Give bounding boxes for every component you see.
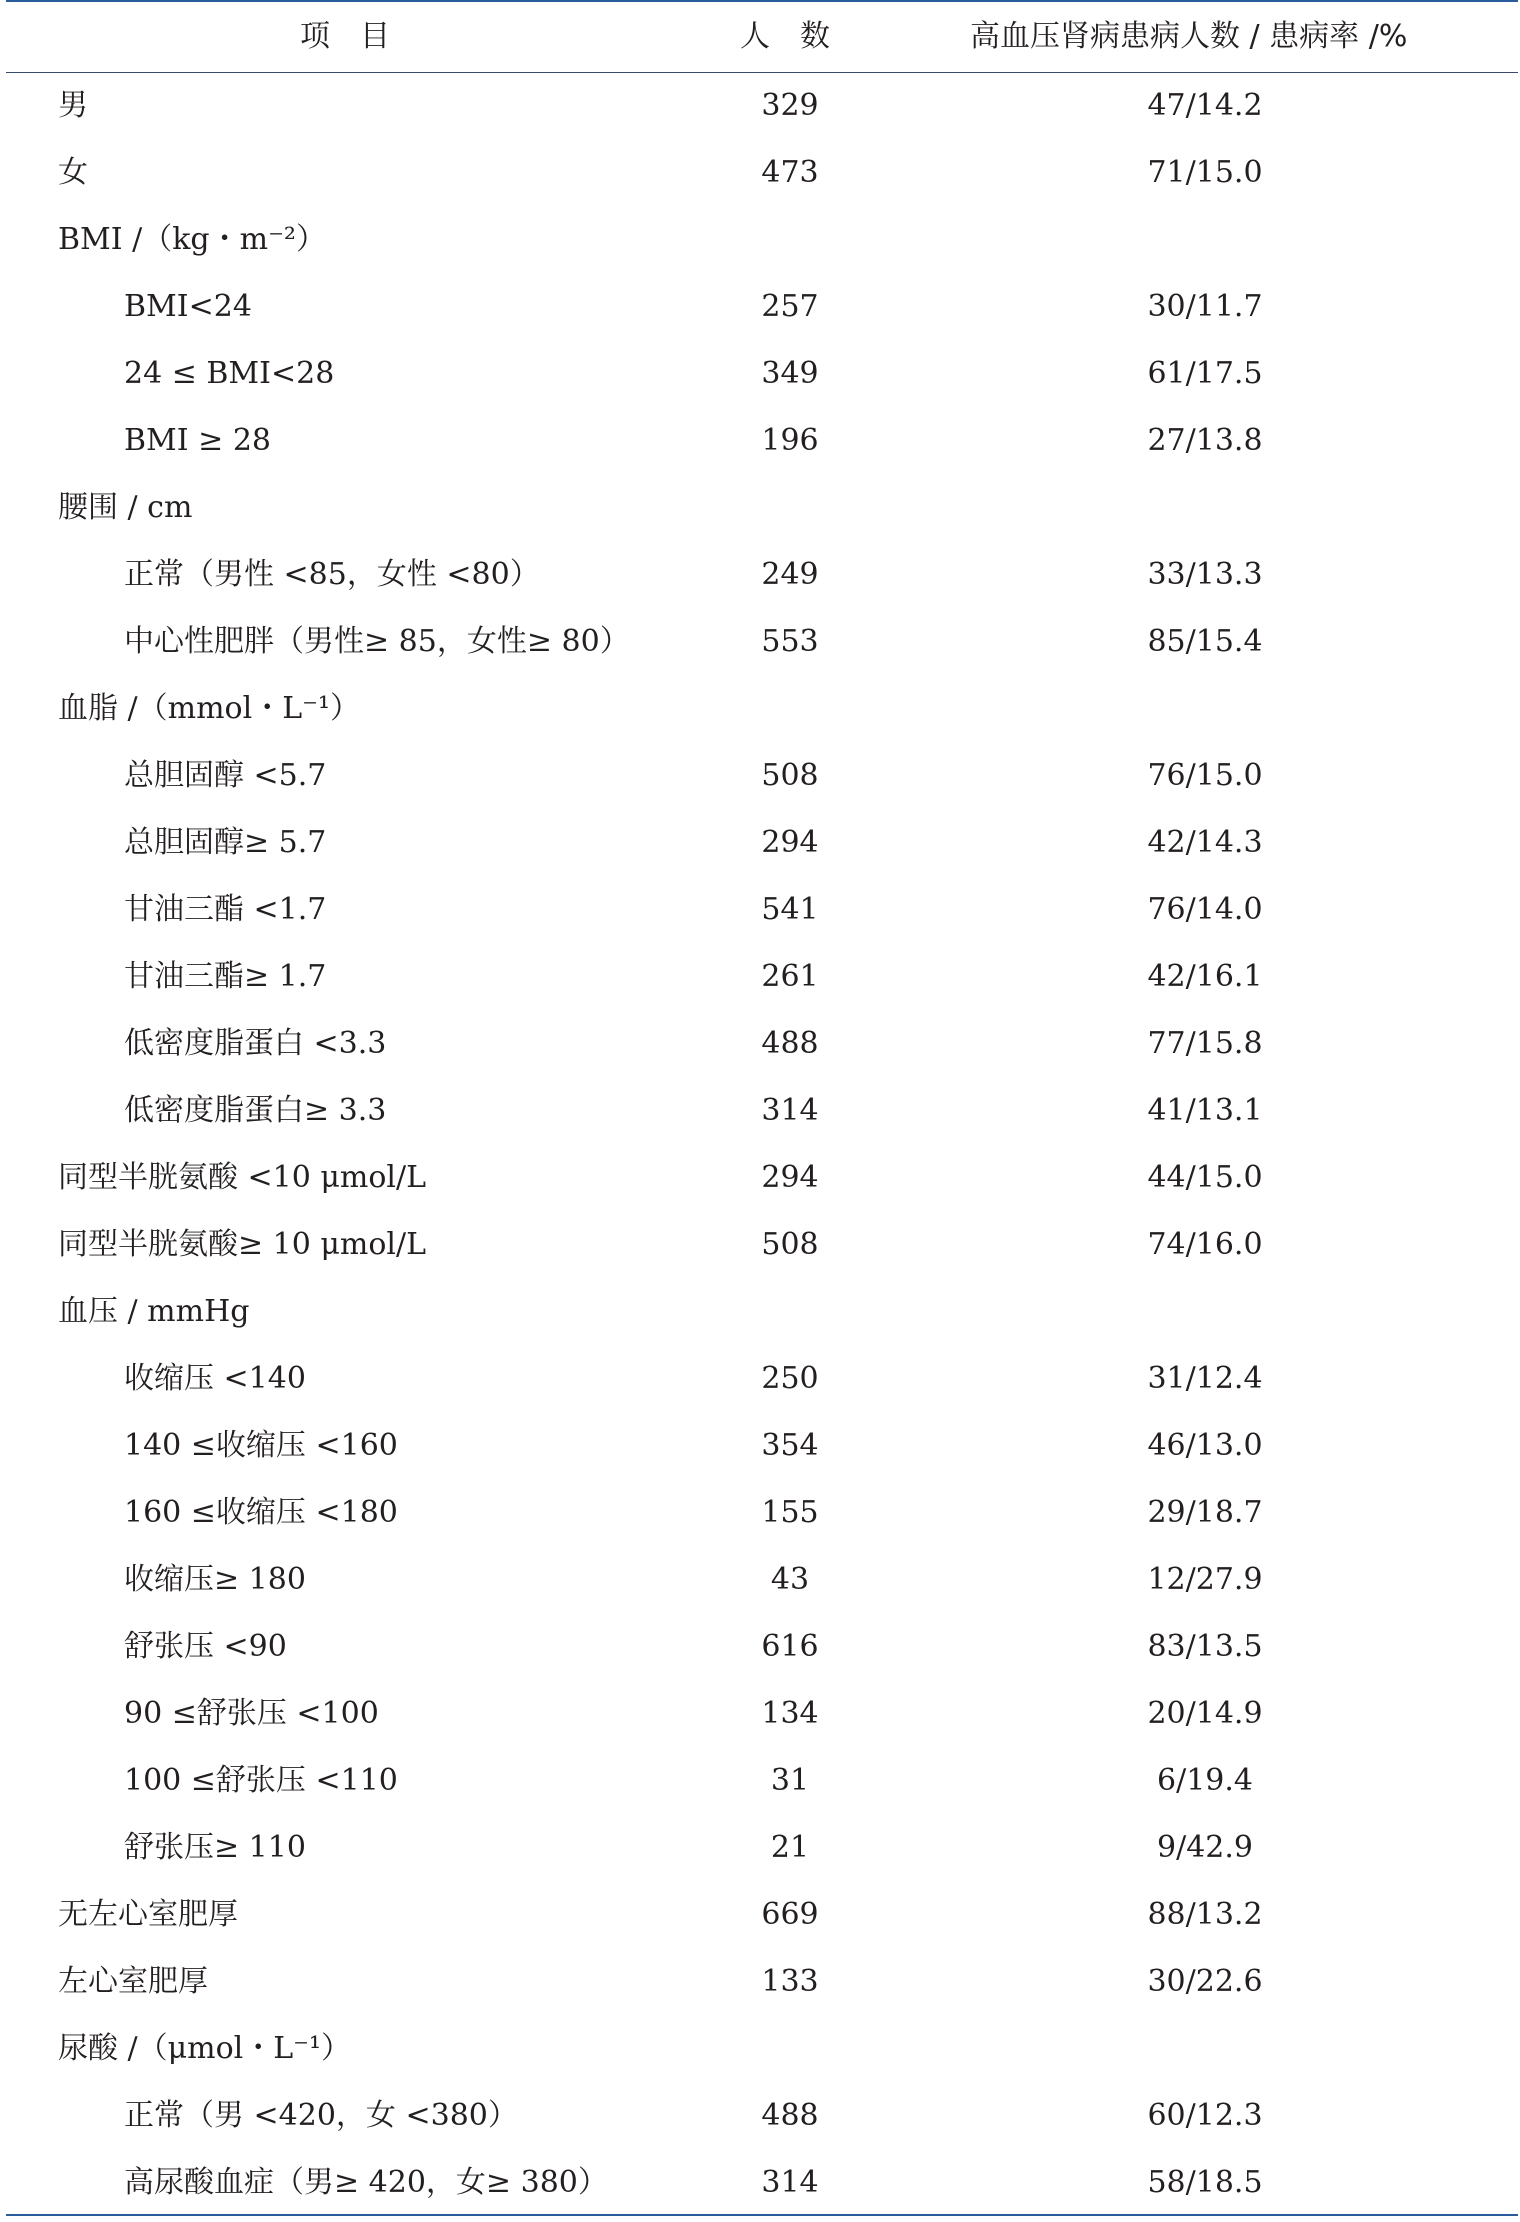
row-count: 349: [761, 356, 819, 391]
row-count: 250: [761, 1361, 819, 1396]
row-count: 196: [761, 423, 819, 458]
row-count: 314: [761, 2165, 819, 2200]
table-row: [0, 72, 1520, 139]
row-rate: 33/13.3: [1147, 557, 1263, 592]
row-count: 294: [761, 1160, 819, 1195]
row-label: 正常（男 <420，女 <380）: [124, 2098, 518, 2133]
row-count: 314: [761, 1093, 819, 1128]
row-rate: 42/16.1: [1147, 959, 1263, 994]
table-row: [0, 876, 1520, 943]
row-label: 总胆固醇 <5.7: [124, 758, 327, 793]
row-rate: 76/14.0: [1147, 892, 1263, 927]
table-row: [0, 1345, 1520, 1412]
row-label: 24 ≤ BMI<28: [124, 356, 335, 391]
row-count: [720, 675, 860, 742]
row-label: 收缩压≥ 180: [124, 1562, 306, 1597]
row-rate: 42/14.3: [1147, 825, 1263, 860]
row-label: 低密度脂蛋白 <3.3: [124, 1026, 387, 1061]
table-row: [0, 273, 1520, 340]
row-count: 294: [761, 825, 819, 860]
table-row: [0, 742, 1520, 809]
row-rate: 85/15.4: [1147, 624, 1263, 659]
table-top-rule: [6, 0, 1518, 2]
row-label: 甘油三酯≥ 1.7: [124, 959, 327, 994]
row-count: 31: [770, 1763, 810, 1798]
row-label: 高尿酸血症（男≥ 420，女≥ 380）: [124, 2165, 608, 2200]
row-rate: 12/27.9: [1147, 1562, 1263, 1597]
row-rate: 6/19.4: [1157, 1763, 1253, 1798]
row-label: 女: [58, 155, 88, 190]
row-rate: 30/11.7: [1147, 289, 1263, 324]
table-row: [0, 474, 1520, 541]
table-row: [0, 1881, 1520, 1948]
table-row: [0, 340, 1520, 407]
table-row: [0, 2082, 1520, 2149]
table-body: [0, 72, 1520, 2216]
row-count: 508: [761, 758, 819, 793]
row-count: 249: [761, 557, 819, 592]
table-row: [0, 1613, 1520, 1680]
row-label: 无左心室肥厚: [58, 1897, 238, 1932]
row-count: 21: [770, 1830, 810, 1865]
row-rate: [1090, 2015, 1320, 2082]
table-row: [0, 675, 1520, 742]
row-label: 血压 / mmHg: [58, 1294, 250, 1329]
row-count: 669: [761, 1897, 819, 1932]
table-row: [0, 139, 1520, 206]
table-row: [0, 1278, 1520, 1345]
header-count: 人数: [740, 19, 860, 54]
row-rate: 9/42.9: [1157, 1830, 1253, 1865]
table-bottom-rule: [6, 2214, 1518, 2216]
row-rate: 44/15.0: [1147, 1160, 1263, 1195]
row-label: 总胆固醇≥ 5.7: [124, 825, 327, 860]
row-rate: 58/18.5: [1147, 2165, 1263, 2200]
row-count: 133: [761, 1964, 819, 1999]
row-count: 541: [761, 892, 819, 927]
table-row: [0, 2149, 1520, 2216]
row-rate: 27/13.8: [1147, 423, 1263, 458]
row-label: 舒张压≥ 110: [124, 1830, 306, 1865]
table-row: [0, 943, 1520, 1010]
row-rate: 71/15.0: [1147, 155, 1263, 190]
table-row: [0, 1144, 1520, 1211]
header-rate: 高血压肾病患病人数 / 患病率 /%: [970, 19, 1408, 54]
row-rate: 76/15.0: [1147, 758, 1263, 793]
table-row: [0, 1680, 1520, 1747]
table-row: [0, 541, 1520, 608]
table-row: [0, 1747, 1520, 1814]
row-rate: [1090, 206, 1320, 273]
row-label: 100 ≤舒张压 <110: [124, 1763, 398, 1798]
row-rate: 77/15.8: [1147, 1026, 1263, 1061]
row-label: 甘油三酯 <1.7: [124, 892, 327, 927]
row-count: 134: [761, 1696, 819, 1731]
row-rate: 30/22.6: [1147, 1964, 1263, 1999]
row-label: 低密度脂蛋白≥ 3.3: [124, 1093, 387, 1128]
row-rate: [1090, 675, 1320, 742]
row-rate: 41/13.1: [1147, 1093, 1263, 1128]
row-count: 43: [770, 1562, 810, 1597]
row-rate: 20/14.9: [1147, 1696, 1263, 1731]
row-count: 553: [761, 624, 819, 659]
row-count: 155: [761, 1495, 819, 1530]
row-label: 腰围 / cm: [58, 490, 193, 525]
table-row: [0, 1412, 1520, 1479]
row-label: BMI ≥ 28: [124, 423, 271, 458]
table-row: [0, 407, 1520, 474]
table-row: [0, 1546, 1520, 1613]
row-count: 488: [761, 2098, 819, 2133]
row-count: 329: [761, 88, 819, 123]
row-label: 尿酸 /（μmol・L⁻¹）: [58, 2031, 352, 2066]
table-header: [0, 4, 1520, 70]
row-label: 同型半胱氨酸≥ 10 μmol/L: [58, 1227, 427, 1262]
row-label: 同型半胱氨酸 <10 μmol/L: [58, 1160, 427, 1195]
row-count: 616: [761, 1629, 819, 1664]
table-row: [0, 206, 1520, 273]
row-label: 左心室肥厚: [58, 1964, 208, 1999]
row-count: 488: [761, 1026, 819, 1061]
row-rate: [1090, 1278, 1320, 1345]
row-rate: [1090, 474, 1320, 541]
row-label: 90 ≤舒张压 <100: [124, 1696, 379, 1731]
row-label: 舒张压 <90: [124, 1629, 287, 1664]
row-label: 140 ≤收缩压 <160: [124, 1428, 398, 1463]
row-rate: 46/13.0: [1147, 1428, 1263, 1463]
row-label: BMI /（kg・m⁻²）: [58, 222, 326, 257]
table-row: [0, 1814, 1520, 1881]
row-label: 160 ≤收缩压 <180: [124, 1495, 398, 1530]
row-label: 血脂 /（mmol・L⁻¹）: [58, 691, 360, 726]
table-row: [0, 608, 1520, 675]
row-label: 男: [58, 88, 88, 123]
table-row: [0, 2015, 1520, 2082]
row-rate: 29/18.7: [1147, 1495, 1263, 1530]
row-count: [720, 1278, 860, 1345]
row-count: 473: [761, 155, 819, 190]
table-row: [0, 1211, 1520, 1278]
row-rate: 74/16.0: [1147, 1227, 1263, 1262]
table-row: [0, 1010, 1520, 1077]
row-count: 261: [761, 959, 819, 994]
table-row: [0, 1479, 1520, 1546]
table-row: [0, 1948, 1520, 2015]
row-label: BMI<24: [124, 289, 252, 324]
row-rate: 88/13.2: [1147, 1897, 1263, 1932]
row-rate: 47/14.2: [1147, 88, 1263, 123]
row-rate: 83/13.5: [1147, 1629, 1263, 1664]
row-rate: 61/17.5: [1147, 356, 1263, 391]
row-count: [720, 474, 860, 541]
row-count: [720, 206, 860, 273]
row-count: 354: [761, 1428, 819, 1463]
header-item: 项目: [300, 19, 420, 54]
row-label: 中心性肥胖（男性≥ 85，女性≥ 80）: [124, 624, 630, 659]
row-rate: 31/12.4: [1147, 1361, 1263, 1396]
table-row: [0, 1077, 1520, 1144]
table-row: [0, 809, 1520, 876]
row-label: 收缩压 <140: [124, 1361, 306, 1396]
row-count: 257: [761, 289, 819, 324]
row-count: [720, 2015, 860, 2082]
row-label: 正常（男性 <85，女性 <80）: [124, 557, 540, 592]
row-count: 508: [761, 1227, 819, 1262]
row-rate: 60/12.3: [1147, 2098, 1263, 2133]
